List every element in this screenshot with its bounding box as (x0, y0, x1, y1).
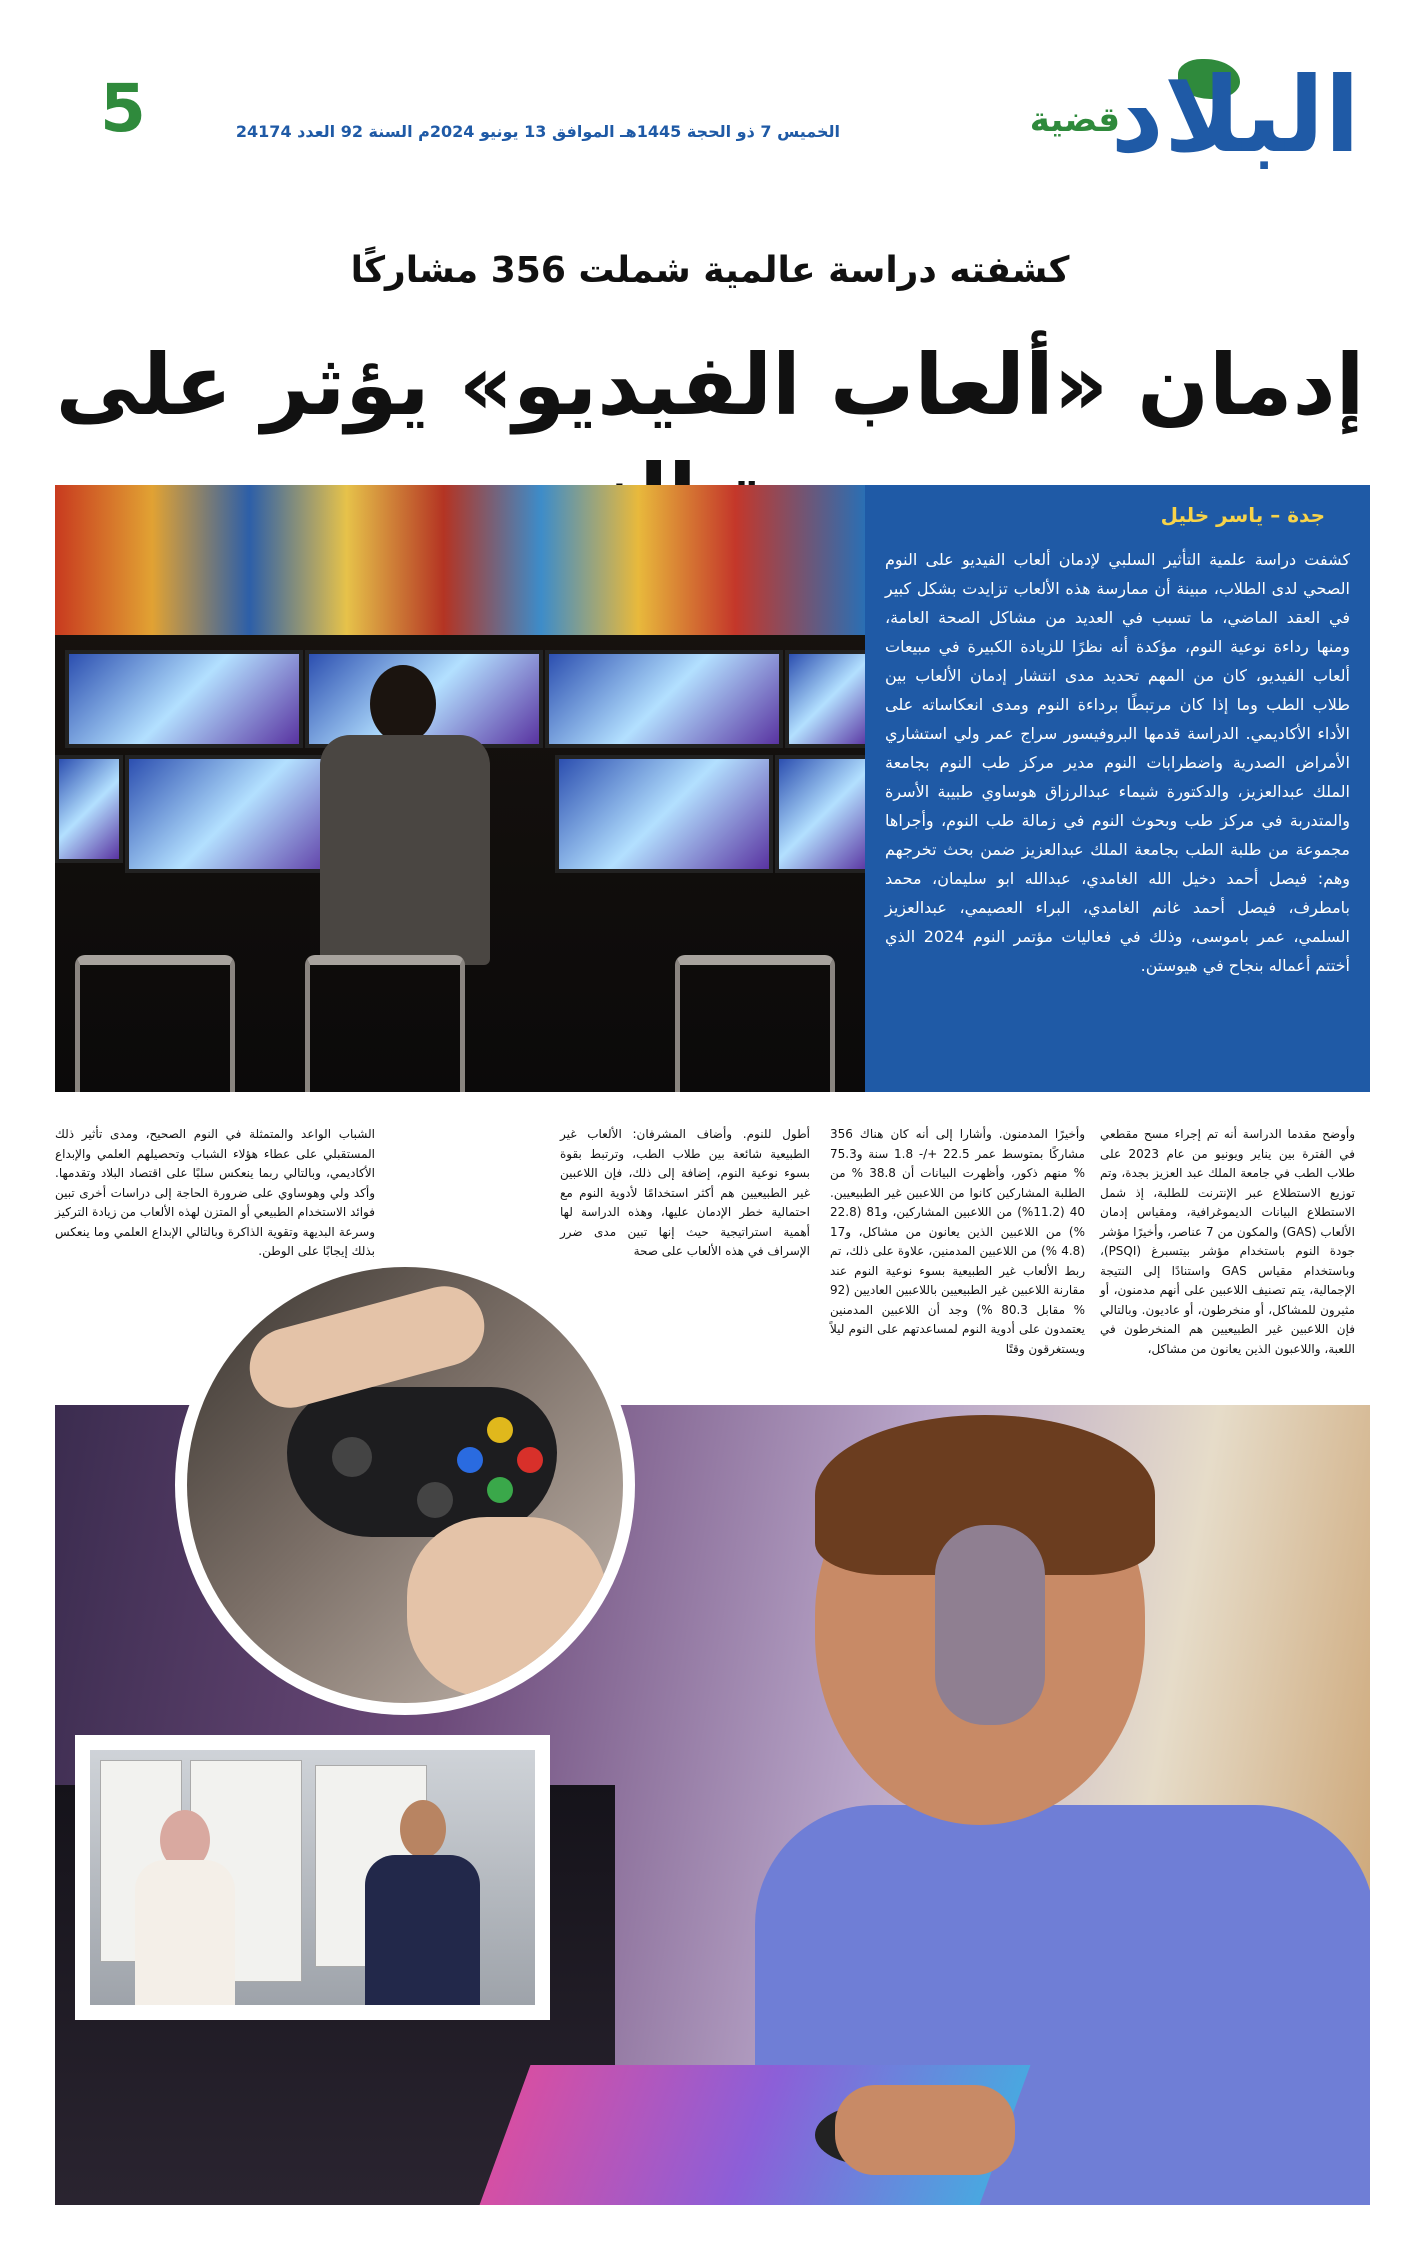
anime-mural (55, 485, 865, 635)
headphones-icon (935, 1525, 1045, 1725)
gamepad-icon (287, 1387, 557, 1537)
arcade-screen (65, 650, 303, 748)
newspaper-logo (1110, 55, 1360, 175)
section-tag: قضية (1029, 100, 1120, 140)
arcade-screen (555, 755, 773, 873)
hand (835, 2085, 1015, 2175)
researcher-woman (130, 1810, 240, 2005)
logo-text: البلاد (1110, 54, 1360, 176)
controller-photo (175, 1255, 635, 1715)
intro-box (865, 485, 1370, 1092)
intro-text: كشفت دراسة علمية التأثير السلبي لإدمان ألعاب الفيديو على النوم الصحي لدى الطلاب، مبينة أن ممارسة هذه الألعاب تزايدت بشكل كبير في العقد الماضي، ما تسبب في العديد من مشاكل الصحة العامة، ومنها رداءة نوعية النوم، مؤكدة أنه نظرًا للزيادة الكبيرة في مبيعات ألعاب الفيديو، كان من المهم تحديد مدى انتشار إدمان الألعاب بين طلاب الطب وما إذا كان مرتبطًا برداءة النوم ومدى انعكاساته على الأداء الأكاديمي. الدراسة قدمها البروفيسور سراج عمر ولي استشاري الأمراض الصدرية واضطرابات النوم مدير مركز طب النوم بجامعة الملك عبدالعزيز، والدكتورة شيماء عبدالرزاق هوساوي طبيبة الأسرة والمتدربة في مركز طب وبحوث النوم في زمالة طب النوم، وأجراها مجموعة من طلبة الطب بجامعة الملك عبدالعزيز ضمن بحث تخرجهم وهم: فيصل أحمد دخيل الله الغامدي، عبدالله ابو سليمان، محمد بامطرف، فيصل أحمد غانم الغامدي، البراء العصيمي، عبدالعزيز السلمي، عمر باموسى، وذلك في فعاليات مؤتمر النوم 2024 الذي أختتم أعماله بنجاح في هيوستن. (885, 550, 1351, 975)
byline: جدة – ياسر خليل (1160, 503, 1325, 527)
article-column-1: وأوضح مقدما الدراسة أنه تم إجراء مسح مقطعي في الفترة بين يناير ويونيو من عام 2023 على طلاب الطب في جامعة الملك عبد العزيز بجدة، وتم توزيع الاستطلاع عبر الإنترنت للطلبة، إذ شمل الاستطلاع البيانات الديموغرافية، ومقياس إدمان الألعاب (GAS) والمكون من 7 عناصر، وأخيرًا مؤشر جودة النوم باستخدام مؤشر بيتسبرغ (PSQI)، وباستخدام مقياس GAS واستنادًا إلى النتيجة الإجمالية، يتم تصنيف اللاعبين على أنهم مدمنون، أو مثيرون للمشاكل، أو منخرطون، أو عاديون. وبالتالي فإن اللاعبين غير الطبيعيين هم المنخرطون في اللعبة، واللاعبون الذين يعانون من مشاكل، (1100, 1127, 1356, 1356)
arcade-photo (55, 485, 865, 1092)
arcade-screen (55, 755, 123, 863)
article-headline: إدمان «ألعاب الفيديو» يؤثر على (55, 336, 1365, 434)
article-column-2: وأخيرًا المدمنون. وأشارا إلى أنه كان هناك 356 مشاركًا بمتوسط عمر 22.5 +/- 1.8 سنة و75.3 % منهم ذكور، وأظهرت البيانات أن 38.8 % من الطلبة المشاركين كانوا من اللاعبين غير الطبيعيين. 40 (11.2%) من اللاعبين المشاركين، و81 (22.8 %) من اللاعبين الذين يعانون من مشاكل، و17 (4.8 %) من اللاعبين المدمنين، علاوة على ذلك، تم ربط الألعاب غير الطبيعية بسوء نوعية النوم عند مقارنة اللاعبين غير الطبيعيين باللاعبين العاديين (92 % مقابل 80.3 %) وجد أن اللاعبين المدمنين يعتمدون على أدوية النوم لمساعدتهم على النوم ليلاً ويستغرقون وقتًا (830, 1127, 1086, 1356)
player-silhouette (320, 665, 490, 965)
stool (305, 955, 465, 1092)
researchers-photo (75, 1735, 550, 2020)
dateline: الخميس 7 ذو الحجة 1445هـ الموافق 13 يونيو 2024م السنة 92 العدد 24174 (235, 122, 840, 141)
arcade-screen (775, 755, 865, 873)
arcade-screen (545, 650, 783, 748)
researcher-man (365, 1800, 480, 2005)
page-number: 5 (100, 70, 146, 147)
arcade-screen (785, 650, 865, 748)
article-column-4: الشباب الواعد والمتمثلة في النوم الصحيح، ومدى تأثير ذلك المستقبلي على عطاء هؤلاء الشباب وتحصيلهم العلمي والإبداع الأكاديمي، وبالتالي ربما ينعكس سلبًا على اقتصاد البلاد وتقدمها. وأكد ولي وهوساوي على ضرورة الحاجة إلى دراسات أخرى تبين فوائد الاستخدام الطبيعي أو المتزن لهذه الألعاب من زيادة التركيز وسرعة البديهة وتقوية الذاكرة وبالتالي الإبداع العلمي وما ينعكس بذلك إيجابًا على الوطن. (55, 1127, 375, 1258)
article-kicker: كشفته دراسة عالمية شملت 356 مشاركًا (350, 250, 1070, 291)
arcade-screen (125, 755, 343, 873)
article-column-3: أطول للنوم. وأضاف المشرفان: الألعاب غير الطبيعية شائعة بين طلاب الطب، وترتبط بقوة بسوء نوعية النوم، إضافة إلى ذلك، فإن اللاعبين غير الطبيعيين هم أكثر استخدامًا لأدوية النوم مع احتمالية خطر الإدمان عليها، وهذه الدراسة لها أهمية استراتيجية حيث إنها تبين مدى ضرر الإسراف في هذه الألعاب على صحة (560, 1127, 810, 1258)
stool (675, 955, 835, 1092)
stool (75, 955, 235, 1092)
hand (407, 1517, 607, 1697)
